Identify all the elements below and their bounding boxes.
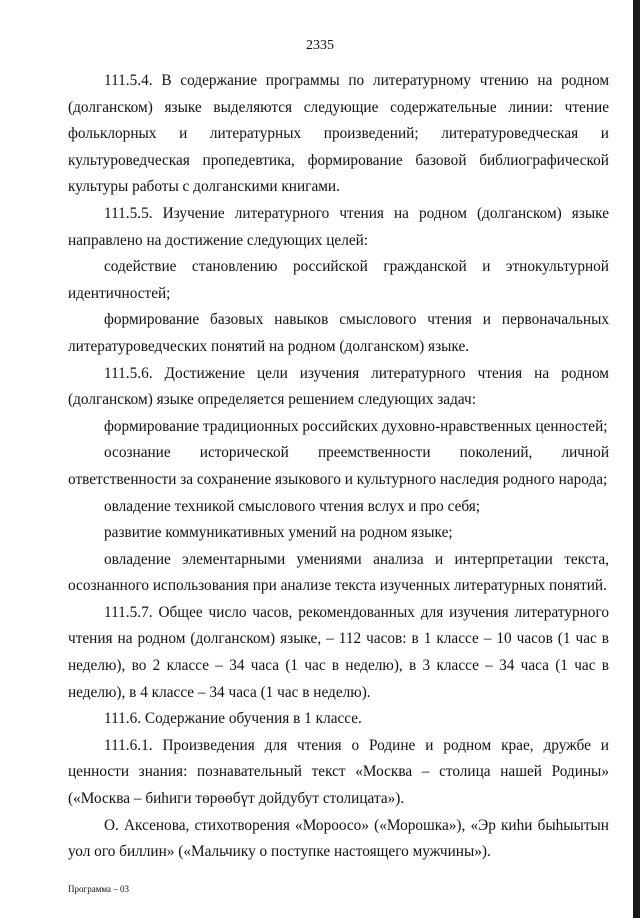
- paragraph-111-6: 111.6. Содержание обучения в 1 классе.: [104, 710, 362, 728]
- paragraph-111-5-4: 111.5.4. В содержание программы по литературному чтению на родном (долганском) языке выделяются следующие содержательные линии: чтение фольклорных и литературных произведений; литературоведческая и культуроведческая пропедевтика, формирование базовой библиографической культуры работы с долганскими книгами.: [68, 72, 609, 196]
- paragraph-aksenova: О. Аксенова, стихотворения «Мороосо» («Морошка»), «Эр киһи быһыытын уол ого биллин» («Мальчику о поступке настоящего мужчины»).: [68, 816, 609, 861]
- paragraph-111-6-1: 111.6.1. Произведения для чтения о Родине и родном крае, дружбе и ценности знания: познавательный текст «Москва – столица нашей Родины» («Москва – биһиги төрөөбүт дойдубут столицата»).: [68, 736, 609, 808]
- task-item: формирование традиционных российских духовно-нравственных ценностей;: [104, 417, 608, 435]
- document-body: [68, 68, 609, 866]
- scan-edge-shadow: [633, 0, 640, 918]
- task-item: овладение элементарными умениями анализа и интерпретации текста, осознанного использования при анализе текста изученных литературных понятий.: [68, 550, 609, 595]
- goal-item: содействие становлению российской гражданской и этнокультурной идентичностей;: [68, 258, 609, 302]
- page-number: 2335: [306, 38, 334, 53]
- footer-label: Программа – 03: [68, 884, 130, 894]
- goal-item: формирование базовых навыков смыслового чтения и первоначальных литературоведческих понятий на родном (долганском) языке.: [68, 311, 609, 355]
- paragraph-111-5-7: 111.5.7. Общее число часов, рекомендованных для изучения литературного чтения на родном (долганском) языке, – 112 часов: в 1 классе – 10 часов (1 час в неделю), во 2 классе – 34 часа (1 час в неделю), в 3 классе – 34 часа (1 час в неделю), в 4 классе – 34 часа (1 час в неделю).: [68, 603, 609, 701]
- task-item: развитие коммуникативных умений на родном языке;: [104, 524, 453, 542]
- task-item: осознание исторической преемственности поколений, личной ответственности за сохранение языкового и культурного наследия родного народа;: [68, 444, 609, 488]
- task-item: овладение техникой смыслового чтения вслух и про себя;: [104, 497, 481, 515]
- paragraph-111-5-6: 111.5.6. Достижение цели изучения литературного чтения на родном (долганском) языке определяется решением следующих задач:: [68, 364, 609, 409]
- paragraph-111-5-5: 111.5.5. Изучение литературного чтения на родном (долганском) языке направлено на достижение следующих целей:: [68, 204, 609, 249]
